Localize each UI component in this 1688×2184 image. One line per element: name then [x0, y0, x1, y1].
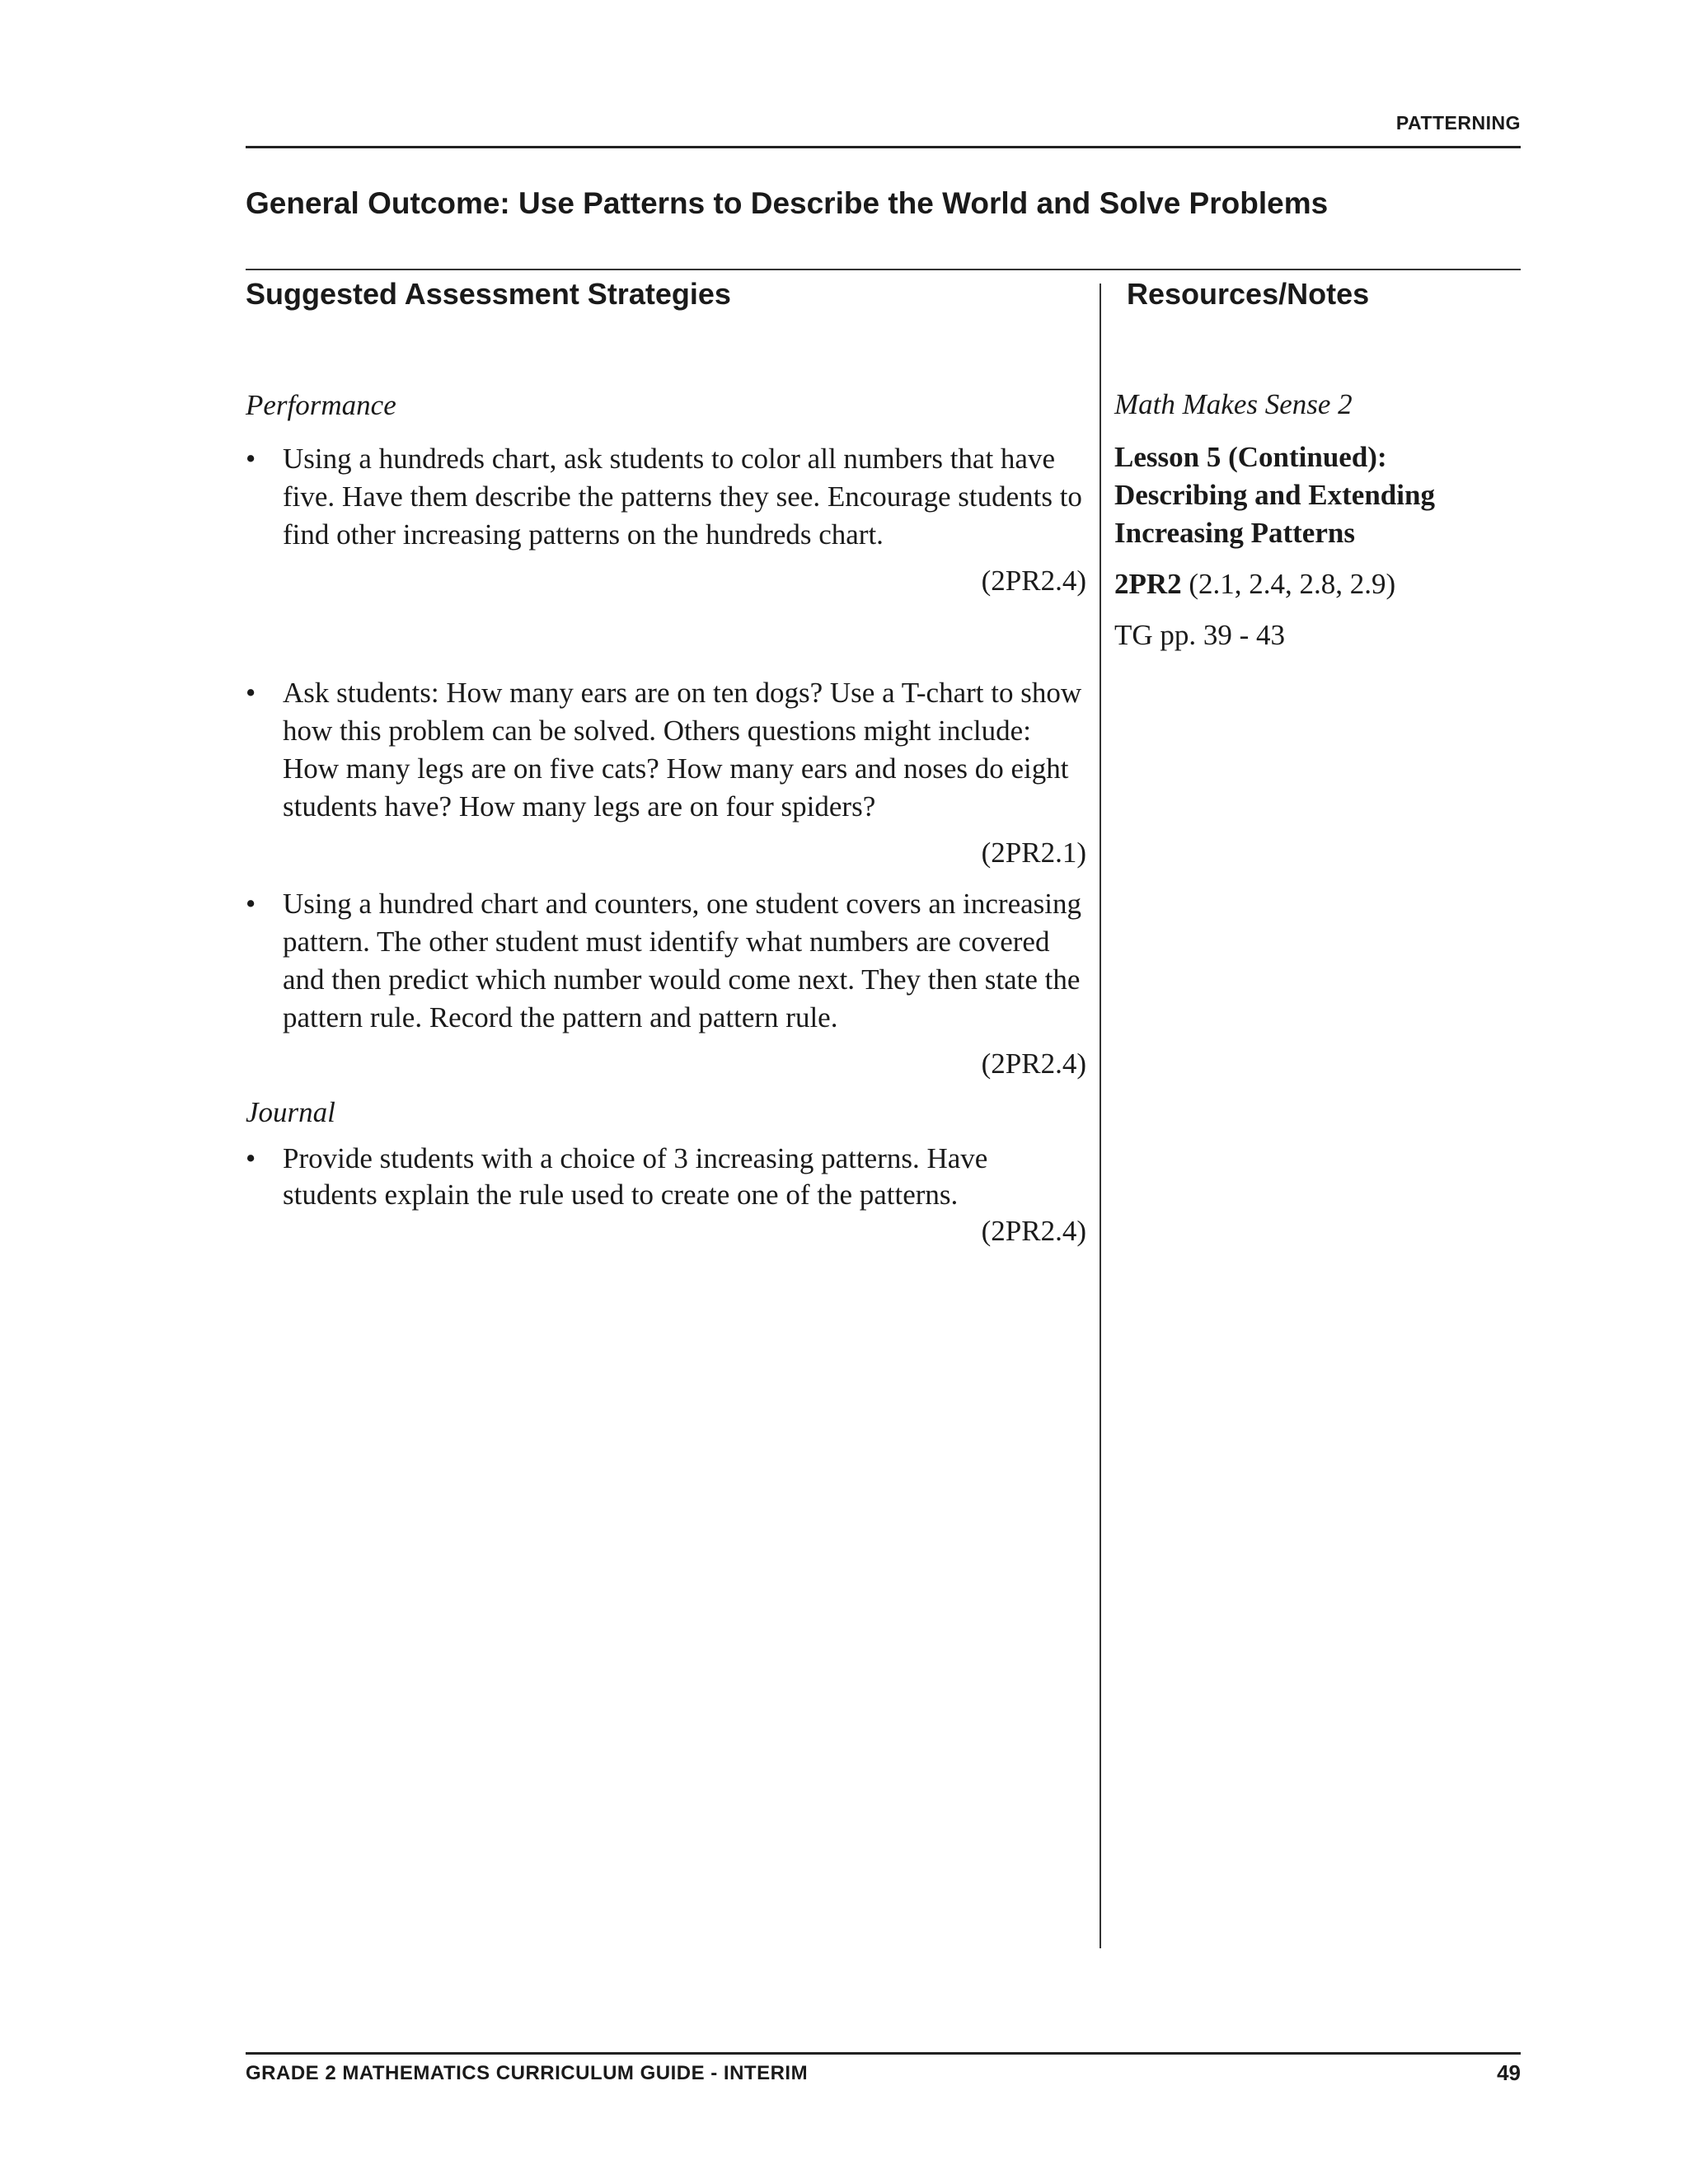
resource-book-title: Math Makes Sense 2 [1114, 388, 1353, 420]
assessment-item-text: Ask students: How many ears are on ten dogs? Use a T-chart to show how this problem can be solved. Others questions might include: How many legs are on five cats? How many ears and noses do eight students have? How many legs are on four spiders? [283, 677, 1082, 823]
resource-outcome-code: 2PR2 [1114, 568, 1182, 600]
assessment-item [246, 440, 1086, 554]
header-rule [246, 146, 1521, 148]
assessment-item-text: Using a hundred chart and counters, one student covers an increasing pattern. The other student must identify what numbers are covered and then predict which number would come next. They then state the pattern rule. Record the pattern and pattern rule. [283, 888, 1081, 1033]
assessment-item-text: Provide students with a choice of 3 increasing patterns. Have students explain the rule used to create one of the patterns. [283, 1142, 988, 1211]
assessment-item [246, 885, 1086, 1037]
journal-label: Journal [246, 1096, 335, 1128]
assessment-item [246, 674, 1086, 826]
outcome-reference: (2PR2.4) [981, 565, 1086, 597]
outcome-reference: (2PR2.4) [981, 1215, 1086, 1247]
outcome-reference: (2PR2.4) [981, 1047, 1086, 1080]
outcome-reference: (2PR2.1) [981, 837, 1086, 869]
resources-column-title: Resources/Notes [1127, 277, 1370, 311]
performance-label: Performance [246, 389, 396, 421]
bullet-icon: • [246, 443, 256, 475]
assessment-column [246, 389, 1086, 1249]
bullet-icon: • [246, 677, 256, 709]
footer-guide-title: GRADE 2 MATHEMATICS CURRICULUM GUIDE - INTERIM [246, 2062, 809, 2084]
assessment-column-title: Suggested Assessment Strategies [246, 277, 731, 311]
resource-tg-pages: TG pp. 39 - 43 [1114, 619, 1286, 651]
resource-outcome-refs: (2.1, 2.4, 2.8, 2.9) [1181, 568, 1396, 600]
resource-outcome-line [1114, 565, 1526, 603]
resources-column [1114, 386, 1526, 654]
column-divider [1100, 284, 1101, 1948]
page-number: 49 [1497, 2060, 1521, 2085]
assessment-item-text: Using a hundreds chart, ask students to color all numbers that have five. Have them describe the patterns they see. Encourage students to find other increasing patterns on the hundreds chart. [283, 443, 1082, 551]
section-header-label: PATTERNING [1395, 112, 1521, 134]
outcome-rule [246, 269, 1521, 270]
bullet-icon: • [246, 888, 256, 920]
resource-lesson-title: Lesson 5 (Continued): Describing and Extending Increasing Patterns [1114, 441, 1435, 549]
footer-rule [246, 2052, 1521, 2055]
assessment-item [246, 1141, 1086, 1213]
bullet-icon: • [246, 1142, 256, 1174]
general-outcome-title: General Outcome: Use Patterns to Describe the World and Solve Problems [246, 186, 1329, 220]
